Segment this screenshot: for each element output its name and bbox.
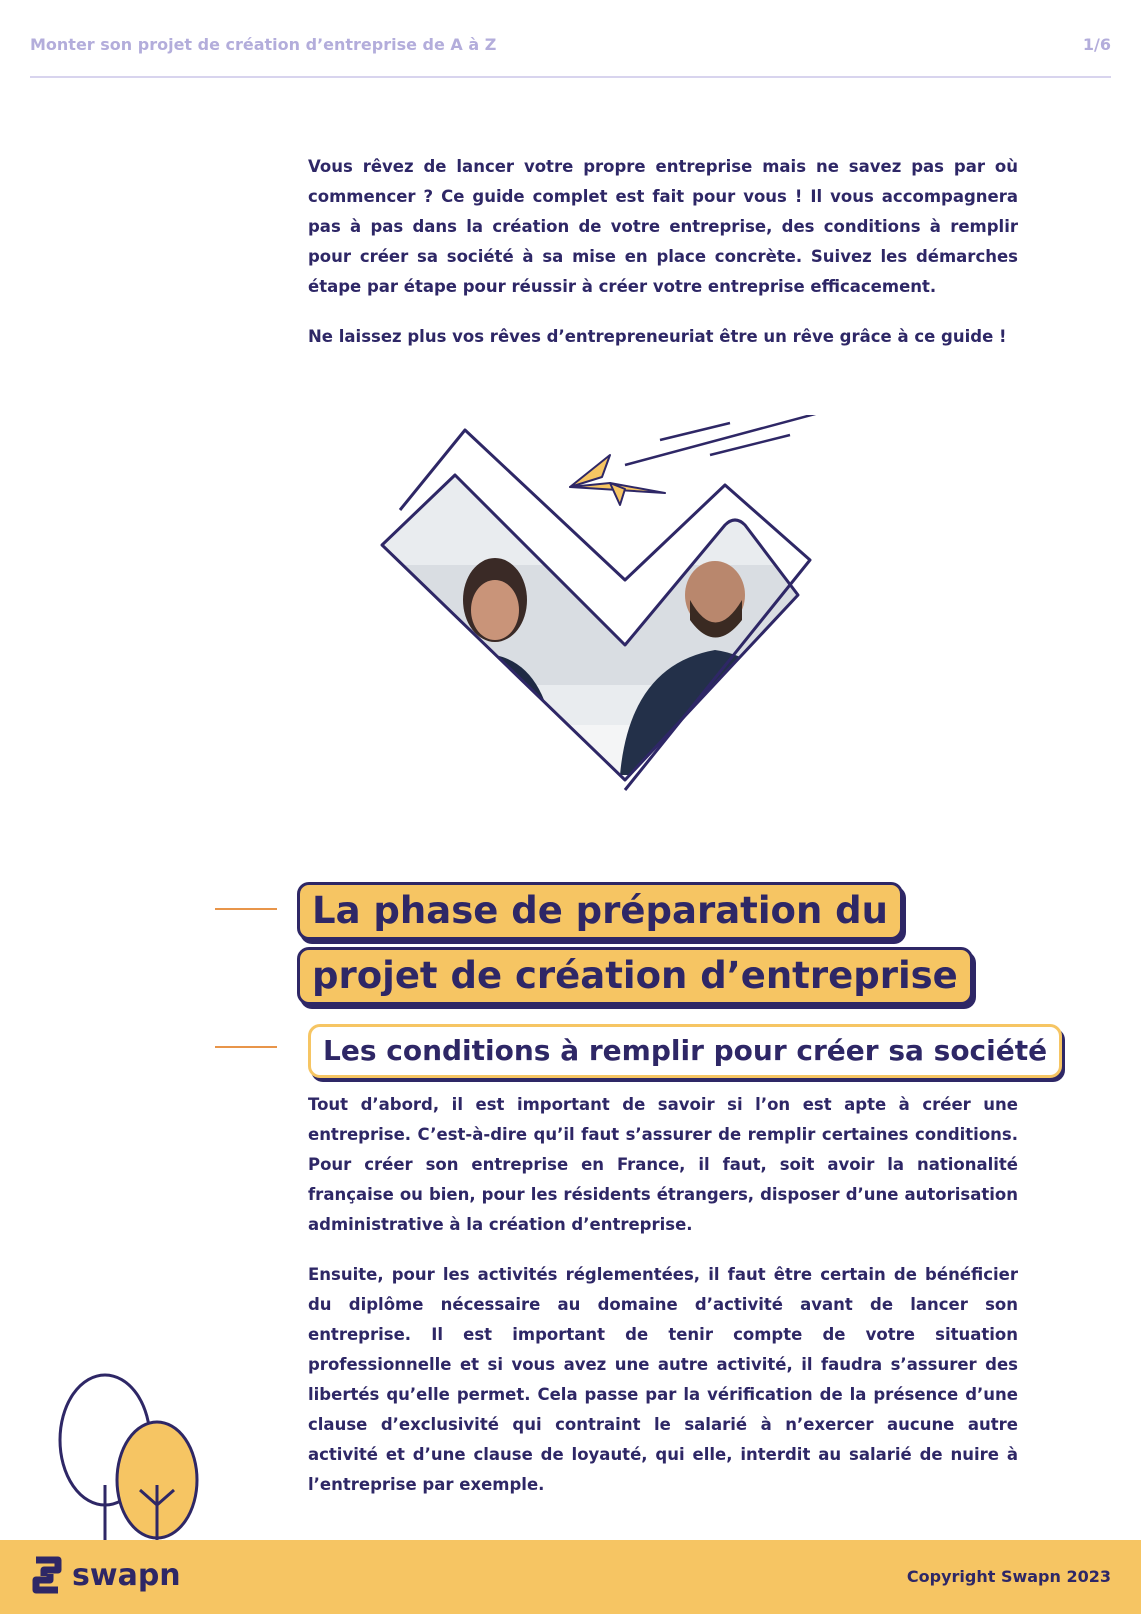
intro-tagline: Ne laissez plus vos rêves d’entrepreneuriat être un rêve grâce à ce guide !	[308, 327, 1007, 346]
paper-plane-icon	[570, 455, 665, 505]
document-title: Monter son projet de création d’entreprise de A à Z	[30, 35, 497, 54]
photo	[370, 415, 860, 815]
heart-photo-illustration	[370, 415, 860, 815]
logo-text: swapn	[72, 1557, 181, 1593]
section-title-line-2: projet de création d’entreprise	[297, 947, 973, 1005]
body-paragraph: Tout d’abord, il est important de savoir si l’on est apte à créer une entreprise. C’est-à-dire qu’il faut s’assurer de remplir certaines conditions. Pour créer son entreprise en France, il faut, soit avoir la nationalité française ou bien, pour les résidents étrangers, disposer d’une autorisation administrative à la création d’entreprise.	[308, 1095, 1018, 1234]
section-body	[308, 1090, 1018, 1520]
footer-bar	[0, 1540, 1141, 1614]
section-title-line-1: La phase de préparation du	[297, 882, 903, 940]
intro-section	[308, 152, 1018, 372]
header-divider	[30, 76, 1111, 78]
section-subtitle: Les conditions à remplir pour créer sa société	[308, 1024, 1062, 1078]
copyright: Copyright Swapn 2023	[906, 1567, 1111, 1586]
trees-illustration	[55, 1365, 215, 1550]
swapn-logo	[30, 1556, 181, 1594]
title-accent-line	[215, 908, 277, 910]
intro-paragraph: Vous rêvez de lancer votre propre entreprise mais ne savez pas par où commencer ? Ce guide complet est fait pour vous ! Il vous accompagnera pas à pas dans la création de votre entreprise, des conditions à remplir pour créer sa société à sa mise en place concrète. Suivez les démarches étape par étape pour réussir à créer votre entreprise efficacement.	[308, 157, 1018, 296]
page-number: 1/6	[1082, 35, 1111, 54]
subtitle-accent-line	[215, 1046, 277, 1048]
swapn-logo-icon	[30, 1556, 64, 1594]
body-paragraph: Ensuite, pour les activités réglementées, il faut être certain de bénéficier du diplôme nécessaire au domaine d’activité avant de lancer son entreprise. Il est important de tenir compte de votre situation professionnelle et si vous avez une autre activité, il faudra s’assurer des libertés qu’elle permet. Cela passe par la vérification de la présence d’une clause d’exclusivité qui contraint le salarié à n’exercer aucune autre activité et d’une clause de loyauté, qui elle, interdit au salarié de nuire à l’entreprise par exemple.	[308, 1265, 1018, 1494]
